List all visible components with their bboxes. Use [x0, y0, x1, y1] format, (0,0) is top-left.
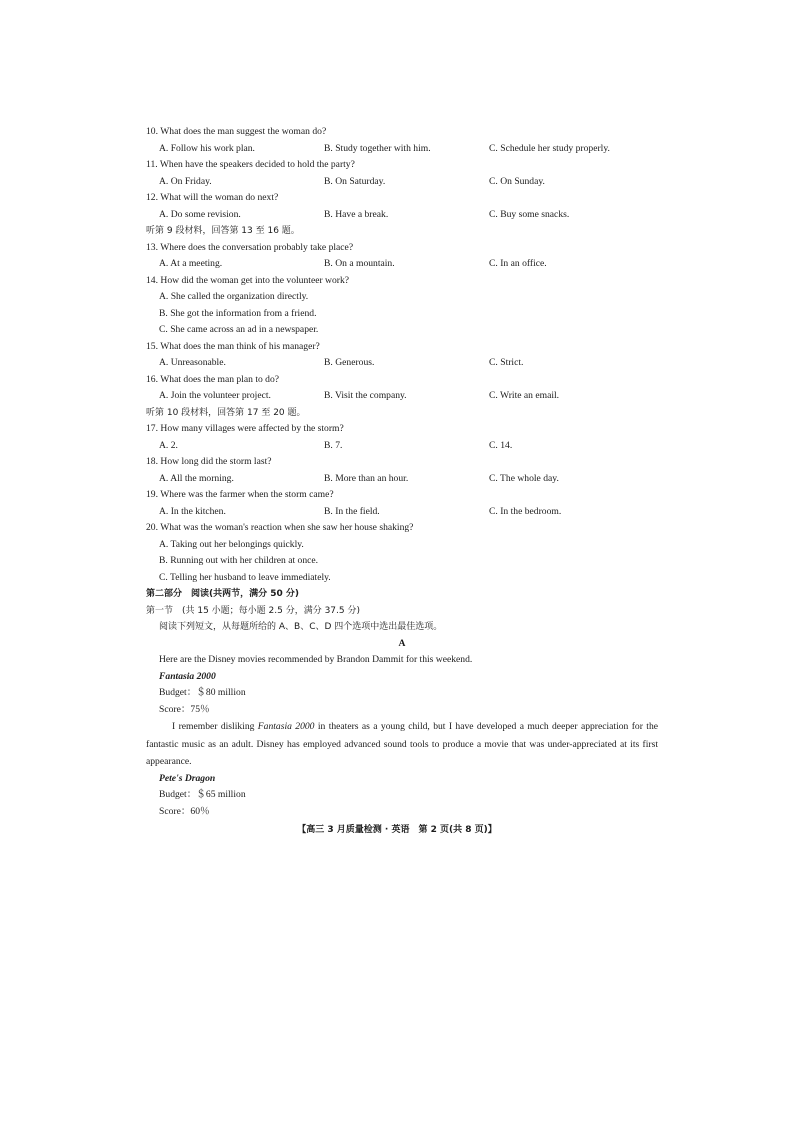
option-a: A. In the kitchen.: [159, 505, 226, 517]
option-a: A. Follow his work plan.: [159, 142, 255, 154]
options-18: [146, 471, 658, 488]
option-c: C. She came across an ad in a newspaper.: [159, 324, 319, 335]
option-a: A. Unreasonable.: [159, 357, 226, 368]
option-a: A. Join the volunteer project.: [159, 390, 271, 401]
option-c: C. The whole day.: [489, 472, 559, 484]
option-c: C. 14.: [489, 439, 513, 451]
part-2-heading: 第二部分 阅读(共两节，满分 50 分): [146, 589, 300, 599]
option-b: B. Have a break.: [324, 208, 389, 220]
option-b: B. Generous.: [324, 357, 375, 368]
movie-1-budget: Budget：＄80 million: [159, 687, 246, 698]
question-18: 18. How long did the storm last?: [146, 456, 272, 467]
question-11: 11. When have the speakers decided to hold the party?: [146, 159, 355, 170]
options-19: [146, 504, 658, 521]
option-c: C. In an office.: [489, 258, 547, 269]
passage-intro: Here are the Disney movies recommended by Brandon Dammit for this weekend.: [159, 654, 473, 665]
option-b: B. More than an hour.: [324, 472, 409, 484]
option-c: C. Schedule her study properly.: [489, 142, 610, 154]
question-17: 17. How many villages were affected by the storm?: [146, 423, 344, 434]
question-15: 15. What does the man think of his manager?: [146, 340, 320, 352]
option-b: B. Running out with her children at once.: [159, 555, 319, 566]
review-text-start: I remember disliking: [172, 721, 258, 732]
option-a: A. At a meeting.: [159, 258, 223, 269]
option-b: B. On a mountain.: [324, 258, 395, 269]
question-10: 10. What does the man suggest the woman do?: [146, 126, 327, 137]
section-1-heading: 第一节 (共 15 小题；每小题 2.5 分，满分 37.5 分): [146, 605, 360, 616]
review-text-end: in theaters as a young child, but I have developed a much deeper appreciation for the fantastic music as an adult. Disney has employed advanced sound tools to produce a movie that was under-appreciated at its first appearance.: [146, 721, 659, 767]
option-c: C. On Sunday.: [489, 175, 545, 187]
option-c: C. Strict.: [489, 357, 524, 368]
movie-1-title: Fantasia 2000: [159, 670, 216, 682]
question-16: 16. What does the man plan to do?: [146, 373, 280, 385]
options-10: [146, 141, 658, 158]
option-a: A. She called the organization directly.: [159, 291, 309, 302]
options-12: [146, 207, 658, 224]
question-20: 20. What was the woman's reaction when she saw her house shaking?: [146, 522, 414, 533]
page-content: [146, 124, 658, 820]
movie-1-review: [146, 718, 658, 771]
option-a: A. On Friday.: [159, 175, 212, 187]
reading-instruction: 阅读下列短文，从每题所给的 A、B、C、D 四个选项中选出最佳选项。: [159, 622, 443, 632]
option-c: C. In the bedroom.: [489, 505, 562, 517]
option-c: C. Telling her husband to leave immediately.: [159, 571, 331, 583]
option-b: B. Study together with him.: [324, 142, 431, 154]
movie-2-score: Score：60％: [159, 805, 210, 817]
option-c: C. Write an email.: [489, 390, 560, 401]
movie-1-score: Score：75％: [159, 703, 210, 715]
page-footer: 【高三 3 月质量检测 · 英语 第 2 页(共 8 页)】: [297, 825, 497, 835]
options-11: [146, 174, 658, 191]
movie-2-title: Pete's Dragon: [159, 772, 216, 784]
options-13: [146, 256, 658, 273]
options-16: [146, 388, 658, 405]
question-19: 19. Where was the farmer when the storm came?: [146, 489, 334, 500]
option-c: C. Buy some snacks.: [489, 208, 570, 220]
question-14: 14. How did the woman get into the volunteer work?: [146, 274, 350, 286]
option-b: B. In the field.: [324, 505, 380, 517]
option-b: B. She got the information from a friend.: [159, 307, 317, 319]
question-12: 12. What will the woman do next?: [146, 192, 279, 203]
passage-letter: A: [398, 637, 406, 649]
option-a: A. 2.: [159, 439, 178, 451]
option-b: B. On Saturday.: [324, 175, 386, 187]
option-a: A. Do some revision.: [159, 208, 241, 220]
section-9-heading: 听第 9 段材料，回答第 13 至 16 题。: [146, 226, 300, 236]
option-b: B. Visit the company.: [324, 390, 407, 401]
option-a: A. Taking out her belongings quickly.: [159, 538, 304, 550]
movie-2-budget: Budget：＄65 million: [159, 789, 246, 800]
section-10-heading: 听第 10 段材料，回答第 17 至 20 题。: [146, 407, 306, 418]
option-b: B. 7.: [324, 439, 343, 451]
question-13: 13. Where does the conversation probably take place?: [146, 241, 354, 253]
review-movie-title: Fantasia 2000: [257, 721, 315, 732]
options-17: [146, 438, 658, 455]
option-a: A. All the morning.: [159, 472, 234, 484]
options-15: [146, 355, 658, 372]
